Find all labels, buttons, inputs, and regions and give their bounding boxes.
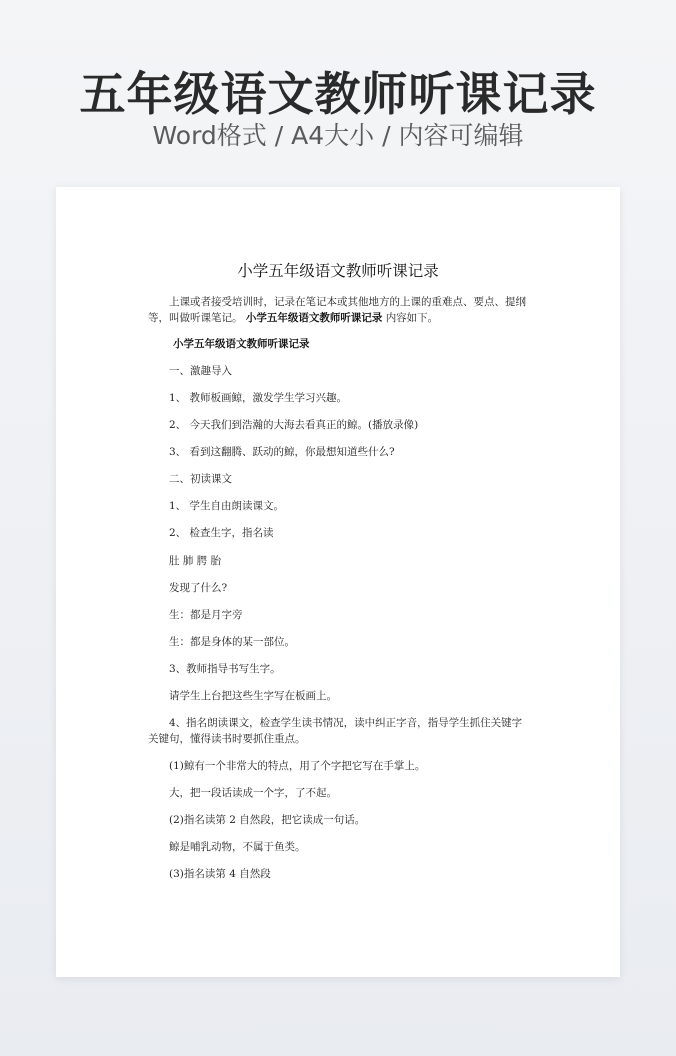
body-line: (2)指名读第 2 自然段，把它读成一句话。	[169, 814, 366, 826]
intro-bold-text: 小学五年级语文教师听课记录	[245, 312, 383, 324]
body-line: 发现了什么?	[169, 582, 228, 594]
section-heading: 小学五年级语文教师听课记录	[173, 338, 310, 350]
banner-subtitle: Word格式 / A4大小 / 内容可编辑	[152, 121, 524, 150]
document-page	[56, 187, 620, 977]
body-paragraph: 4、指名朗读课文，检查学生读书情况，读中纠正字音，指导学生抓住关键字关键句，懂得读书时要抓住重点。	[148, 717, 523, 745]
body-line: 请学生上台把这些生字写在板画上。	[169, 690, 337, 702]
body-line: 肚 肺 腭 胎	[169, 555, 222, 567]
intro-text-end: 内容如下。	[385, 312, 439, 324]
body-line: 一、激趣导入	[169, 365, 232, 377]
intro-paragraph	[148, 294, 530, 326]
body-line: 鲸是哺乳动物，不属于鱼类。	[169, 841, 306, 853]
body-line: (1)鲸有一个非常大的特点，用了个字把它写在手掌上。	[169, 760, 426, 772]
body-line: (3)指名读第 4 自然段	[169, 868, 271, 880]
body-line: 3、 看到这翻腾、跃动的鲸，你最想知道些什么?	[169, 446, 395, 458]
banner-title: 五年级语文教师听课记录	[79, 67, 597, 121]
body-line: 生：都是身体的某一部位。	[169, 636, 295, 648]
intro-text: 上课或者接受培训时，记录在笔记本或其他地方的上课的重难点、要点、提纲等，叫做听课笔记。	[148, 296, 526, 324]
body-line: 生：都是月字旁	[169, 609, 243, 621]
body-line: 1、 学生自由朗读课文。	[169, 500, 285, 512]
body-line: 2、 今天我们到浩瀚的大海去看真正的鲸。(播放录像)	[169, 419, 419, 431]
document-title: 小学五年级语文教师听课记录	[237, 262, 439, 280]
body-line: 3、教师指导书写生字。	[169, 663, 281, 675]
body-line: 二、初读课文	[169, 473, 232, 485]
body-line: 1、 教师板画鲸，激发学生学习兴趣。	[169, 392, 348, 404]
body-line: 2、 检查生字，指名读	[169, 527, 274, 539]
body-line: 大，把一段话读成一个字，了不起。	[169, 787, 337, 799]
